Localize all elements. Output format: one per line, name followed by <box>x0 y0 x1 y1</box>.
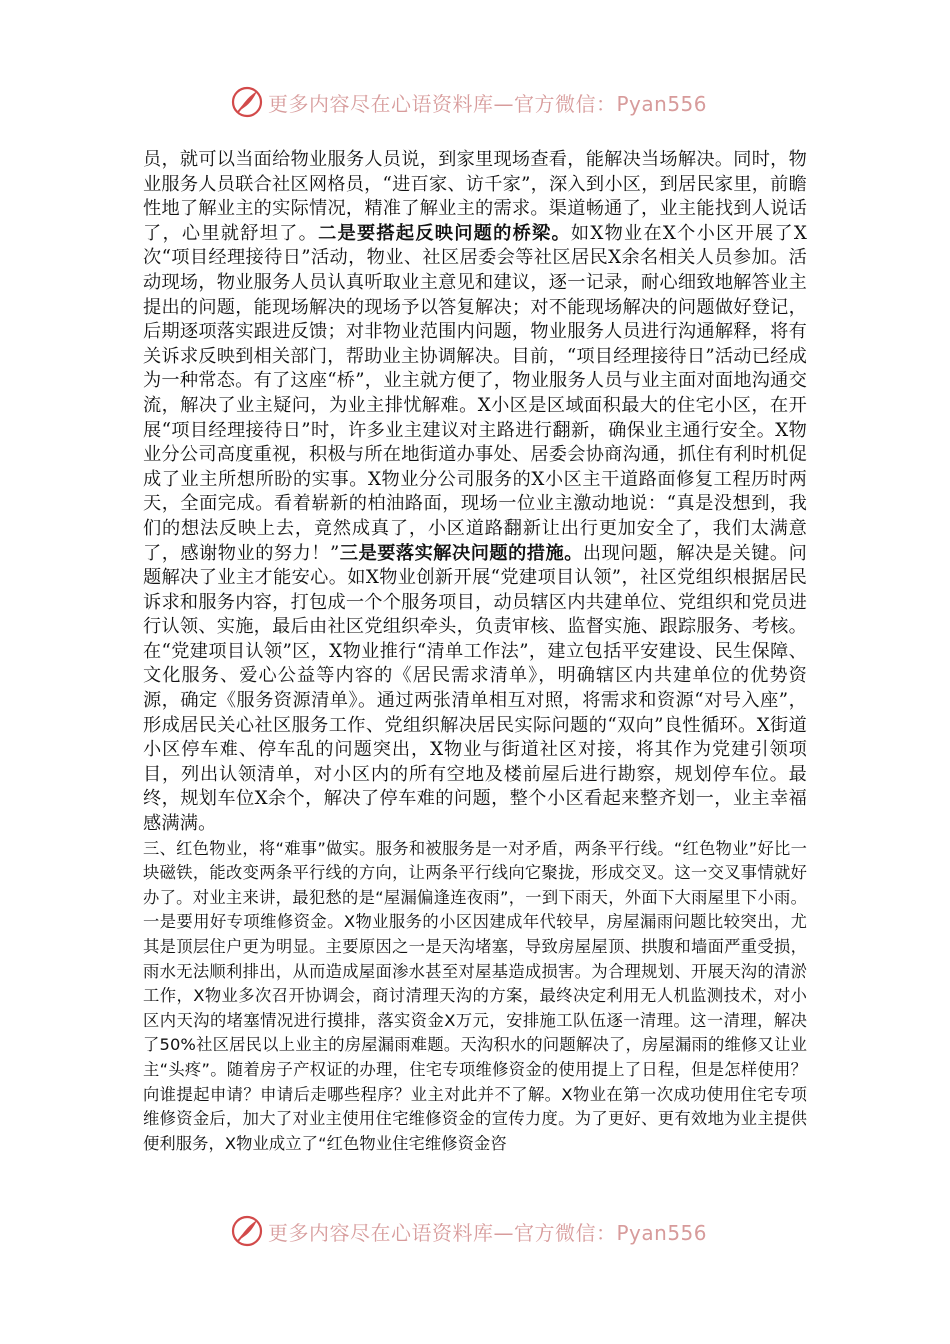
paragraph-2: 三、红色物业，将“难事”做实。服务和被服务是一对矛盾，两条平行线。“红色物业”好比一块磁铁，能改变两条平行线的方向，让两条平行线向它聚拢，形成交叉。这一交叉事情就好办了。对业主来讲，最犯愁的是“屋漏偏逢连夜雨”，一到下雨天，外面下大雨屋里下小雨。一是要用好专项维修资金。X物业服务的小区因建成年代较早，房屋漏雨问题比较突出，尤其是顶层住户更为明显。主要原因之一是天沟堵塞，导致房屋屋顶、拱腹和墙面严重受损，雨水无法顺利排出，从而造成屋面渗水甚至对屋基造成损害。为合理规划、开展天沟的清淤工作，X物业多次召开协调会，商讨清理天沟的方案，最终决定利用无人机监测技术，对小区内天沟的堵塞情况进行摸排，落实资金X万元，安排施工队伍逐一清理。这一清理，解决了50%社区居民以上业主的房屋漏雨难题。天沟积水的问题解决了，房屋漏雨的维修又让业主“头疼”。随着房子产权证的办理，住宅专项维修资金的使用提上了日程，但是怎样使用？向谁提起申请？申请后走哪些程序？业主对此并不了解。X物业在第一次成功使用住宅专项维修资金后，加大了对业主使用住宅维修资金的宣传力度。为了更好、更有效地为业主提供便利服务，X物业成立了“红色物业住宅维修资金咨 <box>143 838 807 1153</box>
paragraph-1-text-a: 员，就可以当面给物业服务人员说，到家里现场查看，能解决当场解决。同时，物业服务人员联合社区网格员，“进百家、访千家”，深入到小区，到居民家里，前瞻性地了解业主的实际情况，精准了解业主的需求。渠道畅通了，业主能找到人说话了，心里就舒坦了。 <box>143 149 807 244</box>
header-watermark <box>230 82 707 122</box>
watermark-text: 更多内容尽在心语资料库—官方微信：Pyan556 <box>268 91 708 116</box>
document-body <box>143 148 807 1156</box>
paragraph-1-heading-measures: 三是要落实解决问题的措施。 <box>339 542 583 564</box>
paragraph-1-text-b: 如X物业在X个小区开展了X次“项目经理接待日”活动，物业、社区居委会等社区居民X余名相关人员参加。活动现场，物业服务人员认真听取业主意见和建议，逐一记录，耐心细致地解答业主提出的问题，能现场解决的现场予以答复解决；对不能现场解决的问题做好登记，后期逐项落实跟进反馈；对非物业范围内问题，物业服务人员进行沟通解释，将有关诉求反映到相关部门，帮助业主协调解决。目前，“项目经理接待日”活动已经成为一种常态。有了这座“桥”，业主就方便了，物业服务人员与业主面对面地沟通交流，解决了业主疑问，为业主排忧解难。X小区是区域面积最大的住宅小区，在开展“项目经理接待日”时，许多业主建议对主路进行翻新，确保业主通行安全。X物业分公司高度重视，积极与所在地街道办事处、居委会协商沟通，抓住有利时机促成了业主所想所盼的实事。X物业分公司服务的X小区主干道路面修复工程历时两天，全面完成。看着崭新的柏油路面，现场一位业主激动地说：“真是没想到，我们的想法反映上去，竟然成真了，小区道路翻新让出行更加安全了，我们太满意了，感谢物业的努力！” <box>143 222 807 564</box>
footer-watermark <box>230 1211 707 1251</box>
paragraph-1 <box>143 148 807 837</box>
feather-quill-logo-icon <box>230 1214 264 1248</box>
watermark-text: 更多内容尽在心语资料库—官方微信：Pyan556 <box>268 1220 708 1245</box>
paragraph-1-heading-bridge: 二是要搭起反映问题的桥梁。 <box>318 222 571 244</box>
paragraph-1-text-c: 出现问题，解决是关键。问题解决了业主才能安心。如X物业创新开展“党建项目认领”，社区党组织根据居民诉求和服务内容，打包成一个个服务项目，动员辖区内共建单位、党组织和党员进行认领、实施，最后由社区党组织牵头，负责审核、监督实施、跟踪服务、考核。在“党建项目认领”区，X物业推行“清单工作法”，建立包括平安建设、民生保障、文化服务、爱心公益等内容的《居民需求清单》，明确辖区内共建单位的优势资源，确定《服务资源清单》。通过两张清单相互对照，将需求和资源“对号入座”，形成居民关心社区服务工作、党组织解决居民实际问题的“双向”良性循环。X街道小区停车难、停车乱的问题突出，X物业与街道社区对接，将其作为党建引领项目，列出认领清单，对小区内的所有空地及楼前屋后进行勘察，规划停车位。最终，规划车位X余个，解决了停车难的问题，整个小区看起来整齐划一，业主幸福感满满。 <box>143 542 808 835</box>
feather-quill-logo-icon <box>230 85 264 119</box>
